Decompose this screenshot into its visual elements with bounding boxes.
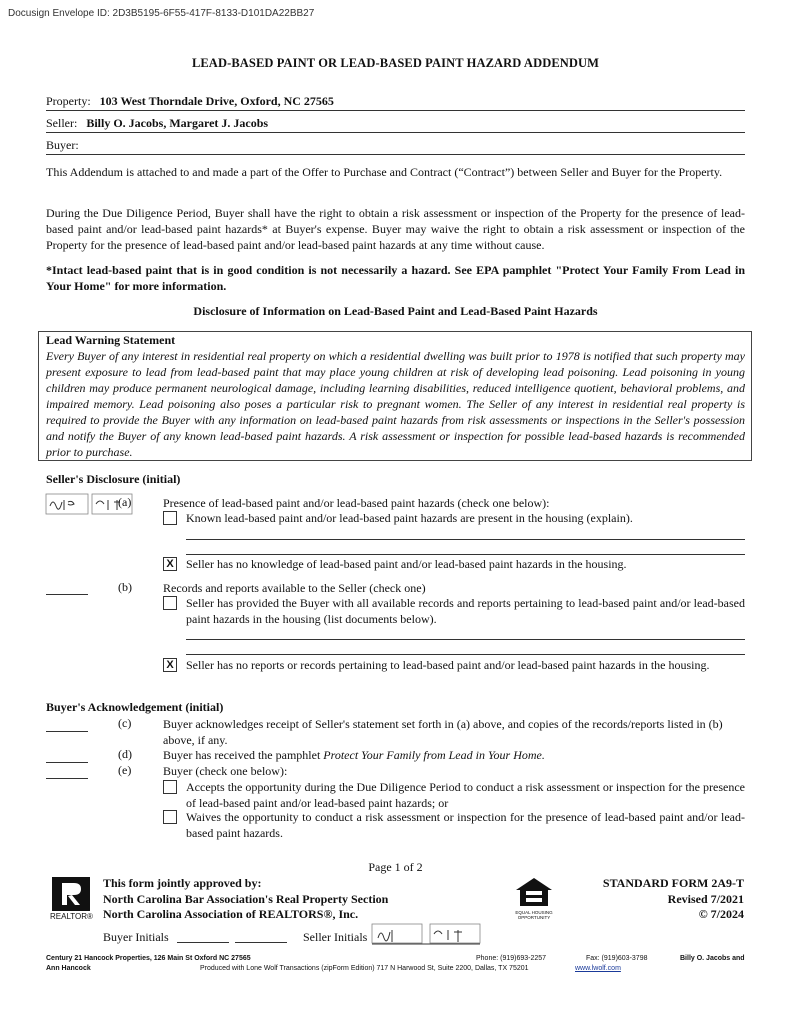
footer-initial-box-2 [430,924,480,943]
footer-scribble-1 [378,930,392,942]
form-name: STANDARD FORM 2A9-T [602,876,744,890]
seller-disclosure-heading: Seller's Disclosure (initial) [46,472,181,486]
no-records-checkbox[interactable]: X [163,658,177,672]
phone-number: Phone: (919)693-2257 [476,955,547,962]
website-link[interactable]: www.lwolf.com [575,965,621,972]
buyer-initials-line-2[interactable] [235,942,287,943]
buyer-initials-line-1[interactable] [177,942,229,943]
form-revised: Revised 7/2021 [667,892,744,906]
equal-housing-text: EQUAL HOUSING OPPORTUNITY [515,910,553,920]
waives-checkbox[interactable] [163,810,177,824]
item-c-letter: (c) [118,716,132,730]
addendum-intro: This Addendum is attached to and made a part of the Offer to Purchase and Contract (“Contract”) between Seller and Buyer for the Property. [46,165,723,179]
records-provided-label: Seller has provided the Buyer with all available records and reports pertaining to lead-based paint and/or lead-based paint hazards in the housing (list documents below). [186,596,745,626]
property-label: Property: [46,94,91,108]
fax-number: Fax: (919)603-3798 [586,955,648,962]
item-d-letter: (d) [118,747,132,761]
item-c-text: Buyer acknowledges receipt of Seller's statement set forth in (a) above, and copies of the records/reports listed in (b) above, if any. [163,717,723,747]
seller-initials-footer[interactable] [370,920,490,946]
known-paint-label: Known lead-based paint and/or lead-based paint hazards are present in the housing (explain). [186,511,633,525]
waives-label: Waives the opportunity to conduct a risk assessment or inspection for the presence of lead-based paint and/or lead-based paint hazards. [186,810,745,840]
no-knowledge-checkbox[interactable]: X [163,557,177,571]
property-value: 103 West Thorndale Drive, Oxford, NC 27565 [99,94,334,108]
eho-bar-1 [526,891,542,895]
initial-box-1 [46,494,88,514]
realtors-association: North Carolina Association of REALTORS®, Inc. [103,907,359,921]
item-a-text: Presence of lead-based paint and/or lead-based paint hazards (check one below): [163,496,550,510]
item-e-text: Buyer (check one below): [163,764,288,778]
pamphlet-title: Protect Your Family from Lead in Your Home. [323,748,545,762]
item-d-text [163,747,745,763]
produced-with: Produced with Lone Wolf Transactions (zipForm Edition) 717 N Harwood St, Suite 2200, Dallas, TX 75201 [200,965,529,972]
buyer-initials-label: Buyer Initials [103,930,169,944]
eho-bar-2 [526,898,542,902]
initial-blank-e[interactable] [46,768,88,779]
lead-warning-title: Lead Warning Statement [46,333,176,347]
due-diligence-paragraph: During the Due Diligence Period, Buyer shall have the right to obtain a risk assessment or inspection of the Property for the presence of lead-based paint and/or lead-based paint hazards* at Buyer's expense. Buyer may waive the right to obtain a risk assessment or inspection of the Property for the presence of lead-based paint and/or lead-based paint hazards at any time without cause. [46,206,745,252]
page-title: LEAD-BASED PAINT OR LEAD-BASED PAINT HAZARD ADDENDUM [191,56,600,70]
explain-line-2[interactable] [186,554,745,555]
initials-scribble-1 [50,500,74,510]
item-b-text: Records and reports available to the Seller (check one) [163,581,426,595]
seller-initials-label: Seller Initials [303,930,368,944]
no-records-label: Seller has no reports or records pertaining to lead-based paint and/or lead-based paint hazards in the housing. [186,658,710,672]
item-d-text-pre: Buyer has received the pamphlet [163,748,324,762]
item-b-letter: (b) [118,580,132,594]
seller-label: Seller: [46,116,78,130]
known-paint-checkbox[interactable] [163,511,177,525]
accepts-label: Accepts the opportunity during the Due Diligence Period to conduct a risk assessment or inspection for the presence of lead-based paint and/or lead-based paint hazards; or [186,780,745,810]
documents-line-2[interactable] [186,654,745,655]
initial-blank-c[interactable] [46,721,88,732]
intact-paint-note: *Intact lead-based paint that is in good condition is not necessarily a hazard. See EPA pamphlet "Protect Your Family From Lead in Your Home" for more information. [46,263,745,293]
seller-field [46,116,745,133]
realtor-logo-text: REALTOR® [50,912,93,921]
accepts-checkbox[interactable] [163,780,177,794]
buyer-label: Buyer: [46,138,79,152]
lead-warning-body: Every Buyer of any interest in residential real property on which a residential dwelling was built prior to 1978 is notified that such property may present exposure to lead from lead-based paint that may place young children at risk of developing lead poisoning. Lead poisoning in young children may produce permanent neurological damage, including learning disabilities, reduced intelligence quotient, behavioral problems, and impaired memory. Lead poisoning also poses a particular risk to pregnant women. The Seller of any interest in residential real property is required to provide the Buyer with any information on lead-based paint hazards from risk assessments or inspections in the Seller's possession and notify the Buyer of any known lead-based paint hazards. A risk assessment or inspection for possible lead-based hazards is recommended prior to purchase. [46,349,745,459]
initial-blank-b[interactable] [46,584,88,595]
jointly-approved: This form jointly approved by: [103,876,262,890]
disclosure-heading: Disclosure of Information on Lead-Based Paint and Lead-Based Paint Hazards [193,304,598,318]
realtor-logo-stem [62,883,67,905]
form-copyright: © 7/2024 [698,907,744,921]
buyer-field[interactable] [46,138,745,155]
item-e-letter: (e) [118,763,132,777]
bar-association: North Carolina Bar Association's Real Property Section [103,892,389,906]
page-number: Page 1 of 2 [368,860,423,874]
envelope-id: Docusign Envelope ID: 2D3B5195-6F55-417F-8133-D101DA22BB27 [8,8,315,19]
records-provided-checkbox[interactable] [163,596,177,610]
equal-housing-icon [514,876,554,908]
realtor-logo-icon [50,876,94,912]
company-info: Century 21 Hancock Properties, 126 Main St Oxford NC 27565 [46,955,251,962]
documents-line-1[interactable] [186,639,745,640]
explain-line-1[interactable] [186,539,745,540]
no-knowledge-label: Seller has no knowledge of lead-based paint and/or lead-based paint hazards in the housing. [186,557,627,571]
footer-scribble-2 [434,930,462,942]
document-name: Billy O. Jacobs and [680,955,745,962]
item-a-letter: (a) [118,495,132,509]
initial-blank-d[interactable] [46,752,88,763]
initials-scribble-2 [96,500,120,510]
seller-value: Billy O. Jacobs, Margaret J. Jacobs [86,116,269,130]
agent-name: Ann Hancock [46,965,91,972]
buyer-ack-heading: Buyer's Acknowledgement (initial) [46,700,224,714]
property-field [46,94,745,111]
